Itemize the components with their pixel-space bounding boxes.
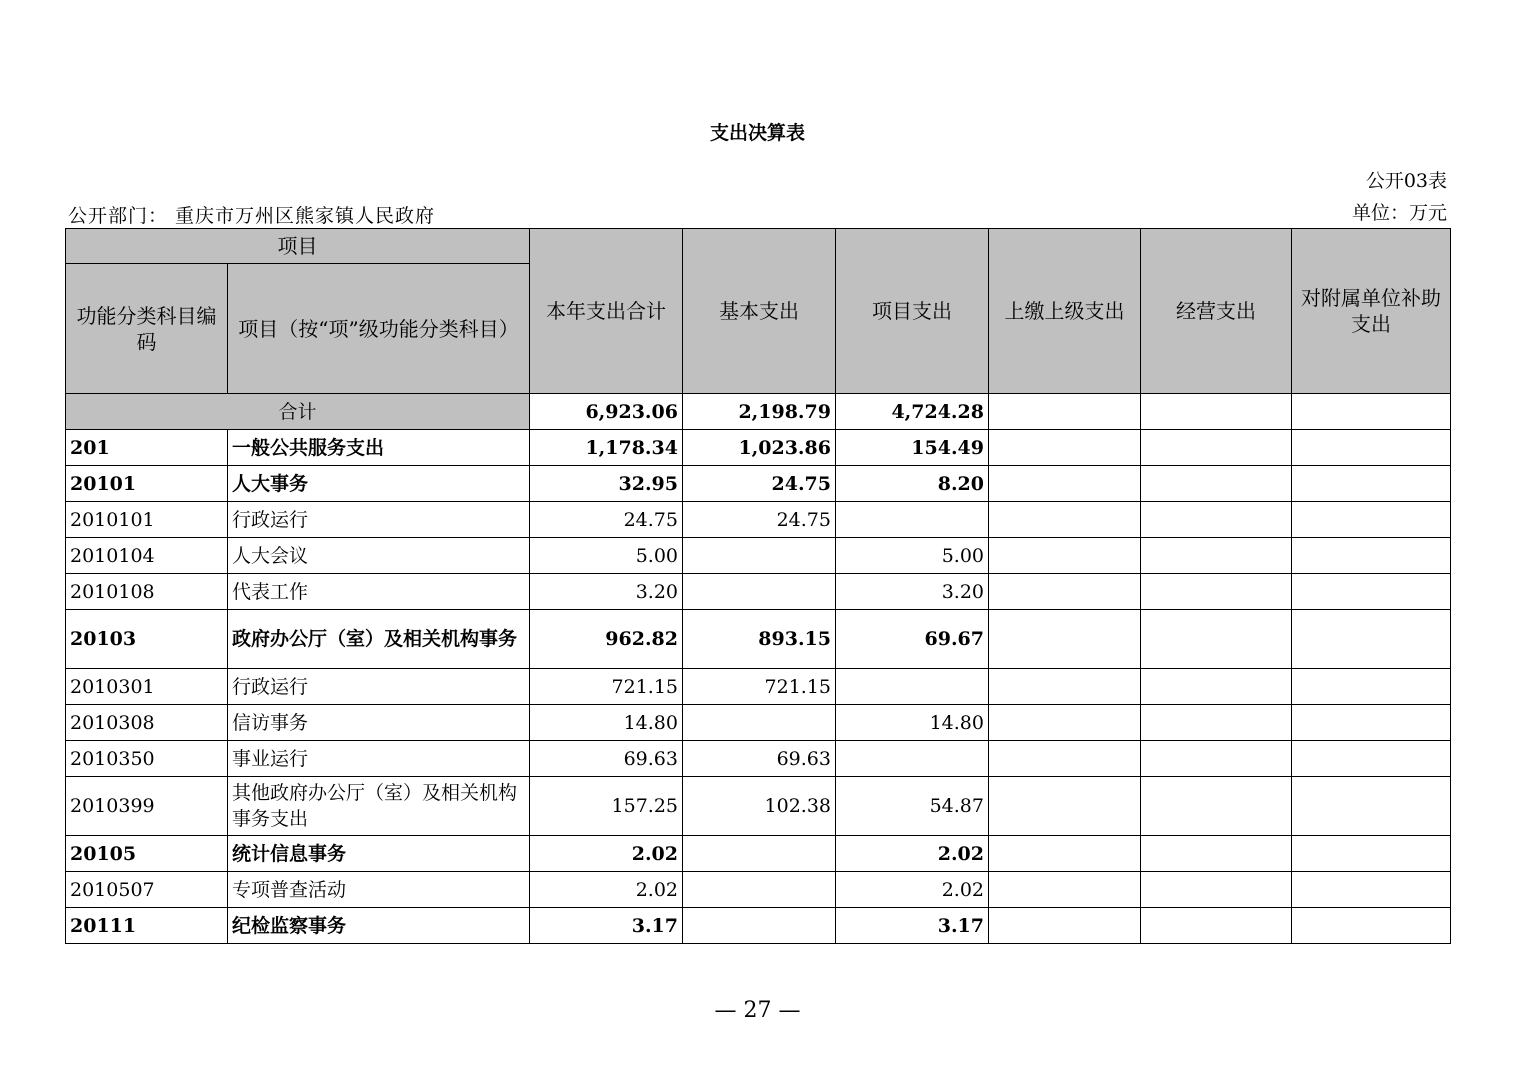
row-upper xyxy=(989,669,1141,705)
row-name: 一般公共服务支出 xyxy=(228,430,530,466)
row-business xyxy=(1141,574,1292,610)
row-total: 2.02 xyxy=(530,872,683,908)
row-subsidy xyxy=(1292,836,1451,872)
table-row xyxy=(66,669,1451,705)
row-business xyxy=(1141,741,1292,777)
row-project: 14.80 xyxy=(836,705,989,741)
row-total: 2.02 xyxy=(530,836,683,872)
table-row xyxy=(66,502,1451,538)
table-row xyxy=(66,908,1451,944)
row-project xyxy=(836,502,989,538)
total-amount: 6,923.06 xyxy=(530,394,683,430)
total-basic: 2,198.79 xyxy=(683,394,836,430)
row-total: 32.95 xyxy=(530,466,683,502)
row-subsidy xyxy=(1292,741,1451,777)
table-row xyxy=(66,705,1451,741)
page-number: — 27 — xyxy=(714,998,801,1023)
header-business: 经营支出 xyxy=(1141,229,1292,394)
row-total: 3.20 xyxy=(530,574,683,610)
row-name: 信访事务 xyxy=(228,705,530,741)
row-code: 2010350 xyxy=(66,741,228,777)
row-project: 8.20 xyxy=(836,466,989,502)
row-upper xyxy=(989,836,1141,872)
table-row xyxy=(66,741,1451,777)
table-row xyxy=(66,836,1451,872)
row-subsidy xyxy=(1292,574,1451,610)
header-code: 功能分类科目编码 xyxy=(66,264,228,394)
row-business xyxy=(1141,908,1292,944)
row-basic xyxy=(683,836,836,872)
total-label: 合计 xyxy=(66,394,530,430)
row-subsidy xyxy=(1292,466,1451,502)
row-subsidy xyxy=(1292,777,1451,836)
row-basic xyxy=(683,872,836,908)
row-project: 54.87 xyxy=(836,777,989,836)
row-code: 20105 xyxy=(66,836,228,872)
header-name: 项目（按“项”级功能分类科目） xyxy=(228,264,530,394)
row-code: 201 xyxy=(66,430,228,466)
row-upper xyxy=(989,430,1141,466)
row-subsidy xyxy=(1292,610,1451,669)
header-item: 项目 xyxy=(66,229,530,264)
total-subsidy xyxy=(1292,394,1451,430)
row-project: 3.17 xyxy=(836,908,989,944)
header-basic: 基本支出 xyxy=(683,229,836,394)
row-basic xyxy=(683,705,836,741)
row-project: 2.02 xyxy=(836,872,989,908)
row-upper xyxy=(989,502,1141,538)
table-row xyxy=(66,466,1451,502)
row-upper xyxy=(989,872,1141,908)
row-subsidy xyxy=(1292,872,1451,908)
row-business xyxy=(1141,466,1292,502)
row-code: 2010108 xyxy=(66,574,228,610)
row-name: 人大会议 xyxy=(228,538,530,574)
table-row xyxy=(66,538,1451,574)
row-code: 20103 xyxy=(66,610,228,669)
row-code: 2010308 xyxy=(66,705,228,741)
row-code: 20111 xyxy=(66,908,228,944)
row-business xyxy=(1141,777,1292,836)
row-upper xyxy=(989,741,1141,777)
table-row xyxy=(66,574,1451,610)
header-project: 项目支出 xyxy=(836,229,989,394)
row-basic xyxy=(683,538,836,574)
total-row xyxy=(66,394,1451,430)
row-name: 行政运行 xyxy=(228,669,530,705)
page-title: 支出决算表 xyxy=(709,122,805,144)
row-basic: 893.15 xyxy=(683,610,836,669)
row-name: 纪检监察事务 xyxy=(228,908,530,944)
row-basic xyxy=(683,908,836,944)
row-basic xyxy=(683,574,836,610)
row-total: 3.17 xyxy=(530,908,683,944)
row-total: 24.75 xyxy=(530,502,683,538)
row-name: 其他政府办公厅（室）及相关机构事务支出 xyxy=(228,777,530,836)
row-basic: 69.63 xyxy=(683,741,836,777)
row-code: 2010507 xyxy=(66,872,228,908)
row-name: 事业运行 xyxy=(228,741,530,777)
table-row xyxy=(66,872,1451,908)
row-project: 5.00 xyxy=(836,538,989,574)
row-basic: 24.75 xyxy=(683,466,836,502)
header-total: 本年支出合计 xyxy=(530,229,683,394)
table-row xyxy=(66,777,1451,836)
row-total: 962.82 xyxy=(530,610,683,669)
row-name: 政府办公厅（室）及相关机构事务 xyxy=(228,610,530,669)
row-business xyxy=(1141,538,1292,574)
row-name: 代表工作 xyxy=(228,574,530,610)
row-business xyxy=(1141,872,1292,908)
row-code: 2010104 xyxy=(66,538,228,574)
table-row xyxy=(66,610,1451,669)
row-subsidy xyxy=(1292,538,1451,574)
row-basic: 102.38 xyxy=(683,777,836,836)
row-total: 14.80 xyxy=(530,705,683,741)
header-subsidy: 对附属单位补助支出 xyxy=(1292,229,1451,394)
unit-label: 单位：万元 xyxy=(1351,202,1447,224)
header-upper: 上缴上级支出 xyxy=(989,229,1141,394)
row-name: 行政运行 xyxy=(228,502,530,538)
row-name: 人大事务 xyxy=(228,466,530,502)
total-business xyxy=(1141,394,1292,430)
row-upper xyxy=(989,908,1141,944)
row-business xyxy=(1141,836,1292,872)
row-basic: 1,023.86 xyxy=(683,430,836,466)
row-code: 20101 xyxy=(66,466,228,502)
row-subsidy xyxy=(1292,430,1451,466)
expenditure-table xyxy=(65,228,1451,944)
row-project xyxy=(836,741,989,777)
row-project: 3.20 xyxy=(836,574,989,610)
row-upper xyxy=(989,777,1141,836)
row-upper xyxy=(989,610,1141,669)
row-business xyxy=(1141,430,1292,466)
row-subsidy xyxy=(1292,502,1451,538)
row-total: 1,178.34 xyxy=(530,430,683,466)
total-project: 4,724.28 xyxy=(836,394,989,430)
form-number: 公开03表 xyxy=(1365,170,1447,192)
row-business xyxy=(1141,705,1292,741)
row-basic: 24.75 xyxy=(683,502,836,538)
row-business xyxy=(1141,669,1292,705)
row-upper xyxy=(989,705,1141,741)
row-upper xyxy=(989,574,1141,610)
row-name: 统计信息事务 xyxy=(228,836,530,872)
row-business xyxy=(1141,610,1292,669)
row-subsidy xyxy=(1292,908,1451,944)
row-code: 2010101 xyxy=(66,502,228,538)
row-project: 154.49 xyxy=(836,430,989,466)
row-project: 2.02 xyxy=(836,836,989,872)
row-basic: 721.15 xyxy=(683,669,836,705)
row-project: 69.67 xyxy=(836,610,989,669)
row-upper xyxy=(989,538,1141,574)
row-subsidy xyxy=(1292,669,1451,705)
row-subsidy xyxy=(1292,705,1451,741)
row-code: 2010301 xyxy=(66,669,228,705)
row-total: 69.63 xyxy=(530,741,683,777)
row-code: 2010399 xyxy=(66,777,228,836)
row-upper xyxy=(989,466,1141,502)
row-project xyxy=(836,669,989,705)
row-total: 157.25 xyxy=(530,777,683,836)
row-total: 721.15 xyxy=(530,669,683,705)
row-total: 5.00 xyxy=(530,538,683,574)
row-name: 专项普查活动 xyxy=(228,872,530,908)
total-upper xyxy=(989,394,1141,430)
row-business xyxy=(1141,502,1292,538)
department-label: 公开部门： 重庆市万州区熊家镇人民政府 xyxy=(68,205,436,227)
table-row xyxy=(66,430,1451,466)
